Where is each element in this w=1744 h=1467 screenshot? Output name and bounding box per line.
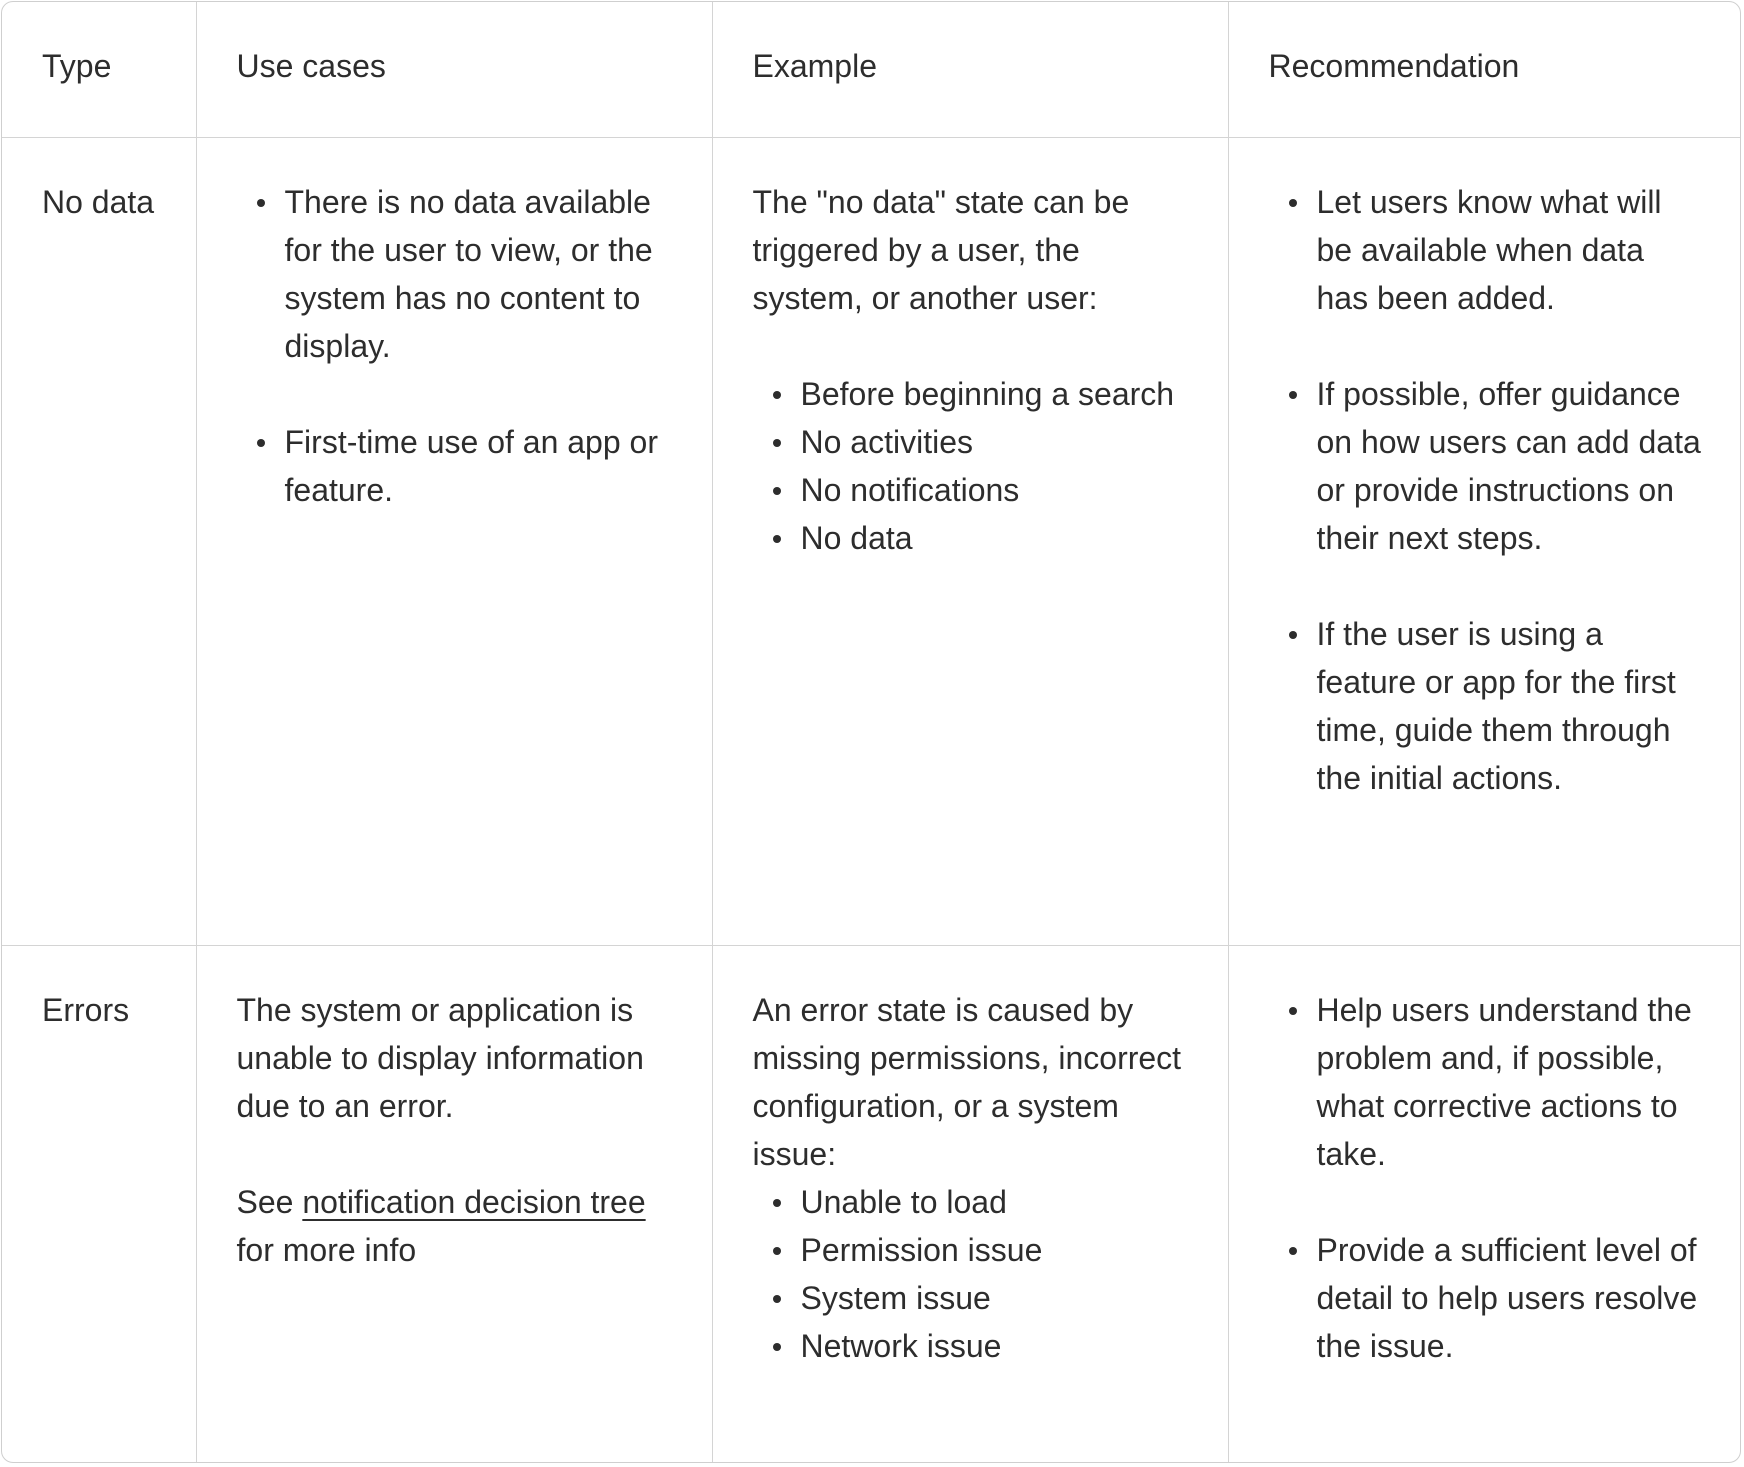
cell-recommendation-errors [1228, 945, 1741, 1463]
list-item: If possible, offer guidance on how users can add data or provide instructions on their next steps. [1317, 370, 1703, 562]
list-item: If the user is using a feature or app for the first time, guide them through the initial actions. [1317, 610, 1703, 802]
header-type: Type [2, 2, 196, 137]
cell-type-errors [2, 945, 196, 1463]
list-item: Unable to load [801, 1178, 1188, 1226]
example-list [753, 1178, 1188, 1370]
notification-decision-tree-link[interactable]: notification decision tree [302, 1183, 646, 1220]
cell-example-errors [712, 945, 1228, 1463]
see-more-text [237, 1178, 672, 1274]
states-table-container [1, 1, 1741, 1463]
example-list [753, 370, 1188, 562]
table-header-row [2, 2, 1741, 137]
see-suffix: for more info [236, 1231, 417, 1268]
cell-recommendation-no-data [1228, 137, 1741, 945]
cell-type-no-data [2, 137, 196, 945]
use-case-text: The system or application is unable to display information due to an error. [236, 991, 644, 1124]
recommendation-list [1269, 178, 1703, 802]
list-item: Let users know what will be available when data has been added. [1317, 178, 1703, 322]
header-use-cases: Use cases [196, 2, 712, 137]
table-row-no-data [2, 137, 1741, 945]
cell-example-no-data [712, 137, 1228, 945]
list-item: System issue [801, 1274, 1188, 1322]
cell-use-cases-no-data [196, 137, 712, 945]
list-item: No activities [801, 418, 1188, 466]
list-item: Before beginning a search [801, 370, 1188, 418]
list-item: Provide a sufficient level of detail to help users resolve the issue. [1317, 1226, 1703, 1370]
example-intro: An error state is caused by missing permissions, incorrect configuration, or a system issue: [752, 991, 1182, 1172]
use-cases-list [237, 178, 672, 514]
list-item: First-time use of an app or feature. [285, 418, 672, 514]
header-example: Example [712, 2, 1228, 137]
list-item: No notifications [801, 466, 1188, 514]
empty-states-table [2, 2, 1741, 1463]
list-item: Network issue [801, 1322, 1188, 1370]
list-item: There is no data available for the user to view, or the system has no content to display. [285, 178, 672, 370]
recommendation-list [1269, 986, 1703, 1370]
example-intro: The "no data" state can be triggered by a user, the system, or another user: [752, 183, 1130, 316]
header-recommendation: Recommendation [1228, 2, 1741, 137]
list-item: No data [801, 514, 1188, 562]
type-label: No data [42, 183, 155, 220]
type-label: Errors [42, 991, 130, 1028]
list-item: Help users understand the problem and, if possible, what corrective actions to take. [1317, 986, 1703, 1178]
cell-use-cases-errors [196, 945, 712, 1463]
table-row-errors [2, 945, 1741, 1463]
see-prefix: See [236, 1183, 294, 1220]
list-item: Permission issue [801, 1226, 1188, 1274]
